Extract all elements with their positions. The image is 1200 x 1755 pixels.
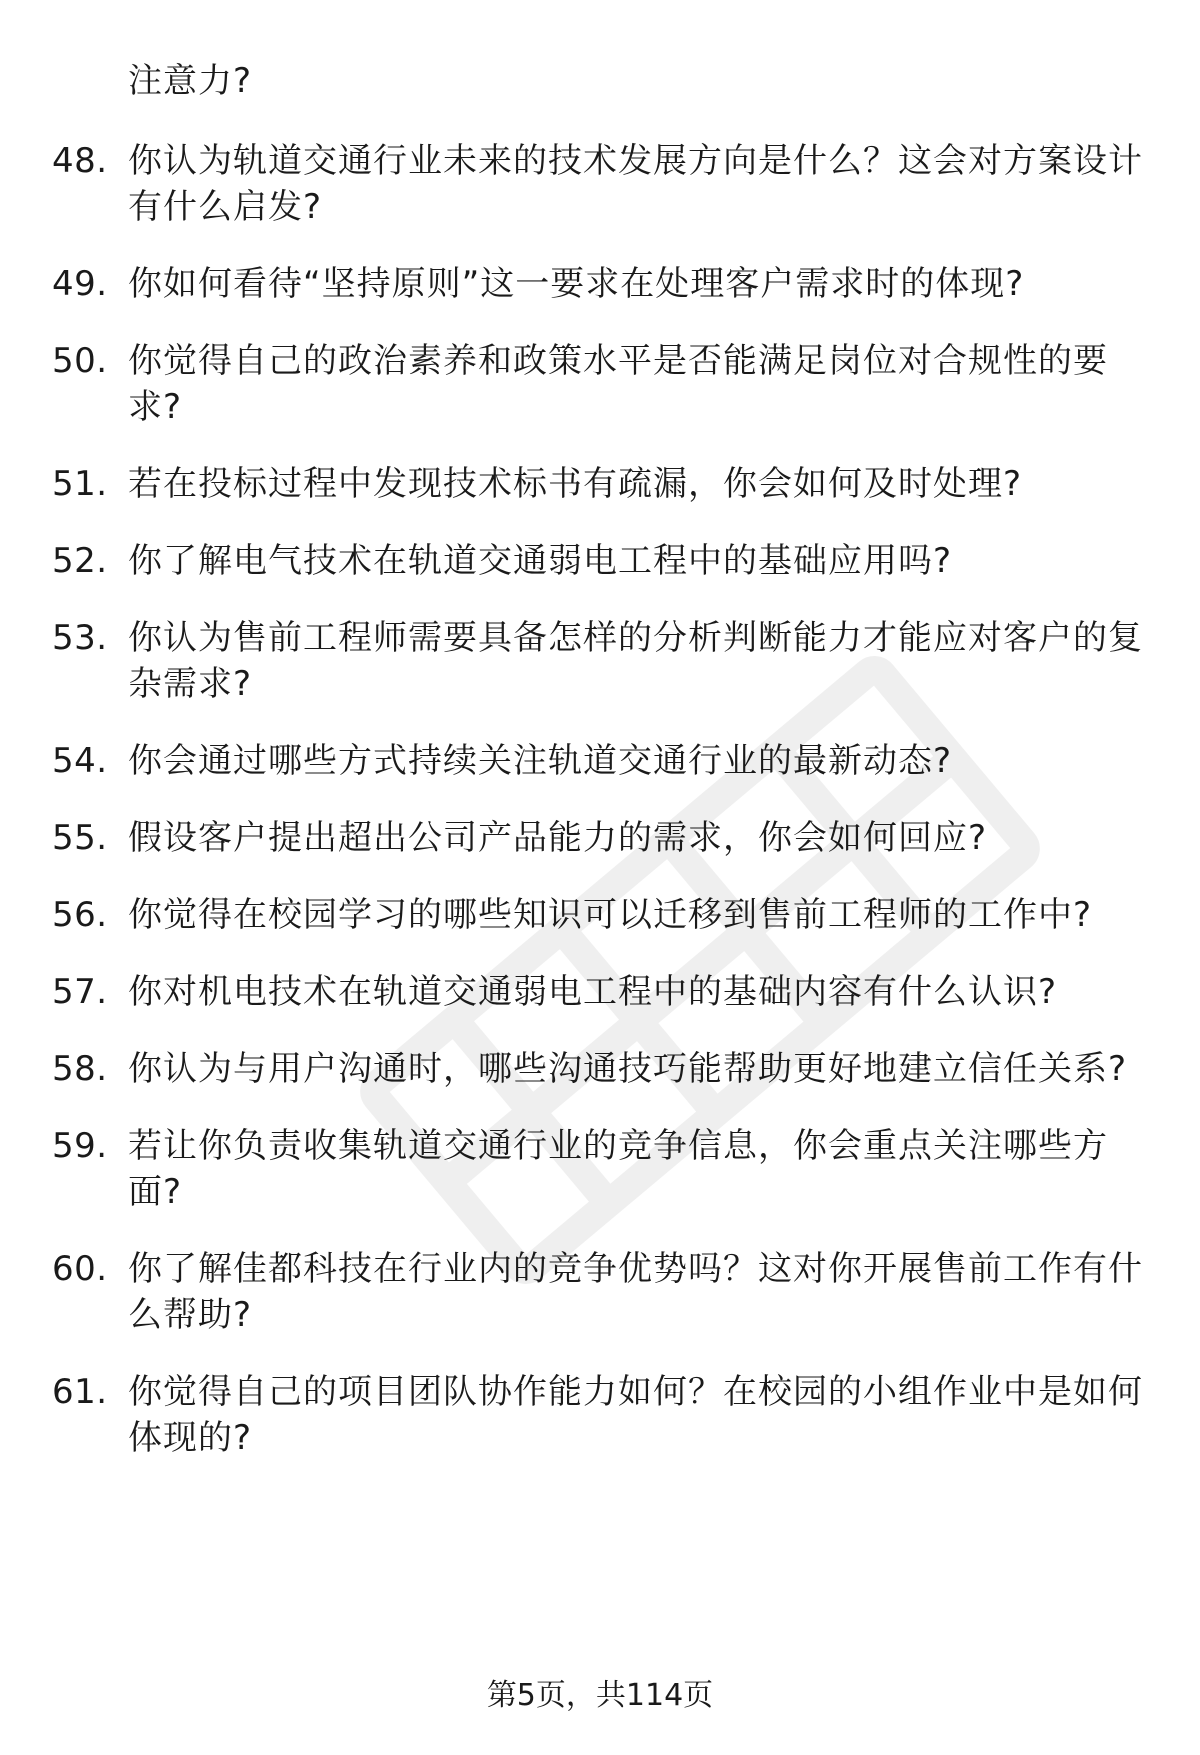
question-item <box>52 138 1152 230</box>
question-text: 你觉得在校园学习的哪些知识可以迁移到售前工程师的工作中? <box>128 895 1093 935</box>
question-text: 若让你负责收集轨道交通行业的竞争信息，你会重点关注哪些方面? <box>128 1126 1108 1212</box>
question-number: 52. <box>52 541 108 581</box>
question-item <box>52 338 1152 430</box>
question-number: 61. <box>52 1372 108 1412</box>
question-item <box>52 615 1152 707</box>
question-text: 你了解电气技术在轨道交通弱电工程中的基础应用吗? <box>128 541 953 581</box>
question-text: 你会通过哪些方式持续关注轨道交通行业的最新动态? <box>128 741 953 781</box>
question-text: 你认为与用户沟通时，哪些沟通技巧能帮助更好地建立信任关系? <box>128 1049 1128 1089</box>
continuation-line <box>52 58 1152 104</box>
question-text: 你了解佳都科技在行业内的竞争优势吗？这对你开展售前工作有什么帮助? <box>128 1249 1143 1335</box>
question-number: 59. <box>52 1126 108 1166</box>
question-text: 若在投标过程中发现技术标书有疏漏，你会如何及时处理? <box>128 464 1023 504</box>
question-item <box>52 815 1152 861</box>
question-text: 你认为售前工程师需要具备怎样的分析判断能力才能应对客户的复杂需求? <box>128 618 1143 704</box>
question-number: 57. <box>52 972 108 1012</box>
question-number: 53. <box>52 618 108 658</box>
question-text: 你认为轨道交通行业未来的技术发展方向是什么？这会对方案设计有什么启发? <box>128 141 1143 227</box>
question-text: 你觉得自己的政治素养和政策水平是否能满足岗位对合规性的要求? <box>128 341 1108 427</box>
question-item <box>52 1246 1152 1338</box>
question-number: 51. <box>52 464 108 504</box>
question-number: 60. <box>52 1249 108 1289</box>
question-item <box>52 1123 1152 1215</box>
question-text: 你觉得自己的项目团队协作能力如何？在校园的小组作业中是如何体现的? <box>128 1372 1143 1458</box>
question-number: 54. <box>52 741 108 781</box>
question-item <box>52 969 1152 1015</box>
question-number: 58. <box>52 1049 108 1089</box>
question-item <box>52 538 1152 584</box>
question-text: 假设客户提出超出公司产品能力的需求，你会如何回应? <box>128 818 988 858</box>
question-text: 你如何看待“坚持原则”这一要求在处理客户需求时的体现? <box>128 264 1025 304</box>
question-number: 55. <box>52 818 108 858</box>
question-text: 你对机电技术在轨道交通弱电工程中的基础内容有什么认识? <box>128 972 1058 1012</box>
question-item <box>52 892 1152 938</box>
question-item <box>52 1369 1152 1461</box>
question-number: 50. <box>52 341 108 381</box>
question-number: 49. <box>52 264 108 304</box>
question-number: 48. <box>52 141 108 181</box>
question-item <box>52 738 1152 784</box>
question-item <box>52 261 1152 307</box>
question-number: 56. <box>52 895 108 935</box>
question-item <box>52 1046 1152 1092</box>
continuation-text: 注意力? <box>128 61 253 101</box>
question-list <box>52 58 1152 1492</box>
question-item <box>52 461 1152 507</box>
page-footer: 第5页，共114页 <box>486 1678 714 1713</box>
